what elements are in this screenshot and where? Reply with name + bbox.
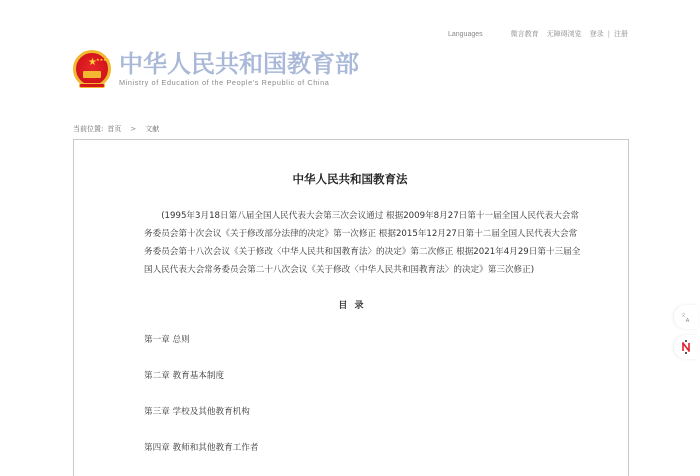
network-icon [680, 340, 692, 354]
national-emblem-icon: ★ ★★★★ [73, 50, 111, 88]
login-link[interactable]: 登录 [589, 30, 604, 38]
weiyan-education-link[interactable]: 微言教育 [510, 30, 539, 38]
breadcrumb [73, 124, 159, 134]
top-bar [448, 29, 628, 39]
breadcrumb-prefix: 当前位置: [73, 125, 104, 133]
breadcrumb-documents[interactable]: 文献 [145, 125, 160, 133]
logo-title-en: Ministry of Education of the People's Republic of China [119, 78, 330, 87]
document-title: 中华人民共和国教育法 [292, 172, 408, 186]
breadcrumb-home[interactable]: 首页 [107, 125, 122, 133]
translate-icon [681, 312, 692, 323]
site-logo[interactable] [73, 50, 359, 88]
network-button[interactable] [674, 335, 698, 359]
languages-link[interactable]: Languages [447, 30, 483, 38]
floating-widgets [674, 305, 700, 365]
breadcrumb-arrow-icon: > [130, 125, 137, 133]
toc-item-chapter-4[interactable]: 第四章 教师和其他教育工作者 [144, 443, 259, 453]
document-preamble: (1995年3月18日第八届全国人民代表大会第三次会议通过 根据2009年8月27日第十一届全国人民代表大会常务委员会第十次会议《关于修改部分法律的决定》第一次修正 根据2015年12月27日第十二届全国人民代表大会常务委员会第十八次会议《关于修改〈中华人民共和国教育法〉的决定》第二次修正 根据2021年4月29日第十三届全国人民代表大会常务委员会第二十八次会议《关于修改〈中华人民共和国教育法〉的决定》第三次修正) [144, 211, 581, 275]
table-of-contents [144, 334, 258, 476]
svg-text:文: 文 [680, 313, 686, 319]
toc-item-chapter-3[interactable]: 第三章 学校及其他教育机构 [144, 407, 250, 417]
accessibility-link[interactable]: 无障碍浏览 [546, 30, 582, 38]
logo-title-cn: 中华人民共和国教育部 [119, 50, 359, 78]
register-link[interactable]: 注册 [614, 30, 628, 38]
svg-text:A: A [685, 317, 689, 323]
toc-title: 目 录 [338, 301, 366, 311]
toc-item-chapter-2[interactable]: 第二章 教育基本制度 [144, 371, 225, 381]
separator: | [607, 30, 610, 38]
toc-item-chapter-1[interactable]: 第一章 总则 [144, 335, 190, 345]
translate-button[interactable] [674, 305, 698, 329]
